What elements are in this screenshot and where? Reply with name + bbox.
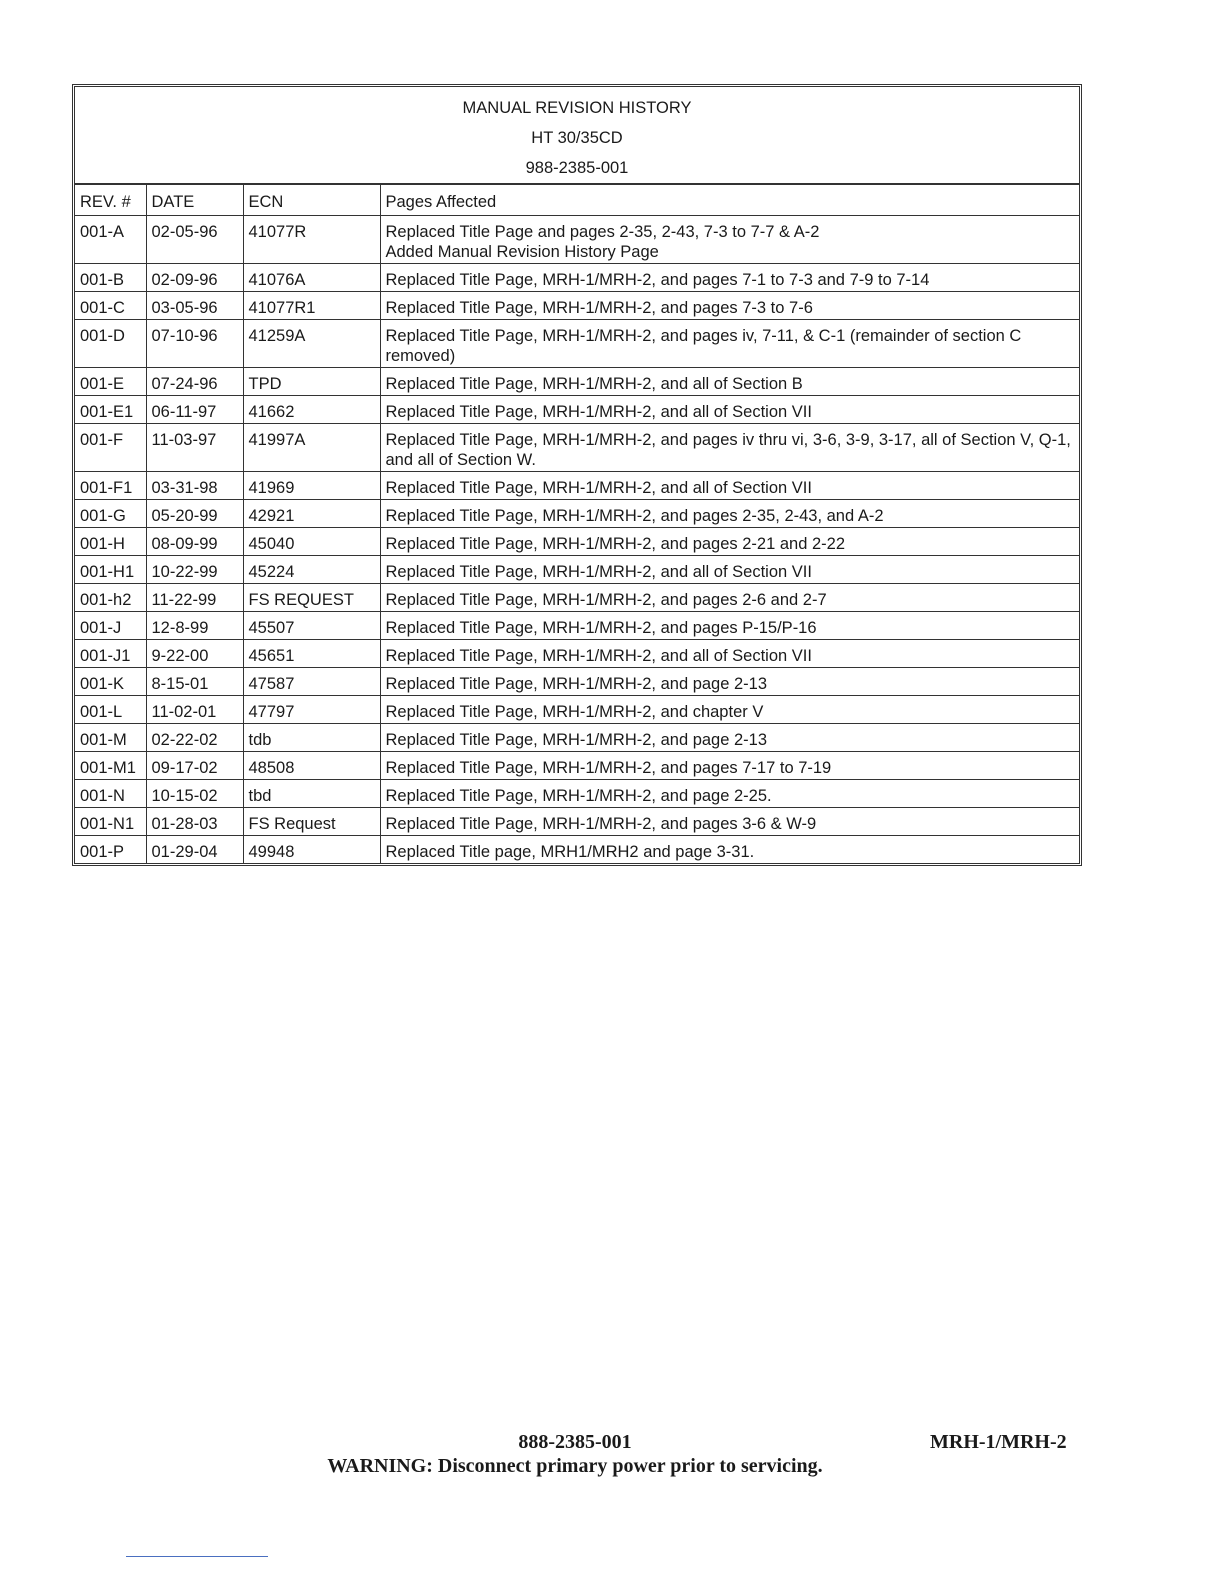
cell-pages: Replaced Title Page, MRH-1/MRH-2, and all of Section B xyxy=(380,368,1079,396)
cell-pages: Replaced Title Page, MRH-1/MRH-2, and page 2-13 xyxy=(380,668,1079,696)
cell-rev: 001-L xyxy=(75,696,146,724)
cell-rev: 001-N1 xyxy=(75,808,146,836)
cell-pages: Replaced Title Page, MRH-1/MRH-2, and pages iv, 7-11, & C-1 (remainder of section C removed) xyxy=(380,320,1079,368)
cell-date: 03-05-96 xyxy=(146,292,243,320)
header-part-number: 988-2385-001 xyxy=(525,159,629,177)
cell-date: 07-24-96 xyxy=(146,368,243,396)
table-row xyxy=(75,424,1079,472)
cell-ecn: 45040 xyxy=(243,528,380,556)
cell-pages: Replaced Title Page, MRH-1/MRH-2, and page 2-25. xyxy=(380,780,1079,808)
footer-warning: WARNING: Disconnect primary power prior to servicing. xyxy=(327,1455,823,1477)
cell-pages: Replaced Title page, MRH1/MRH2 and page 3-31. xyxy=(380,836,1079,864)
table-row xyxy=(75,612,1079,640)
table-row xyxy=(75,500,1079,528)
cell-date: 8-15-01 xyxy=(146,668,243,696)
footer-page-id: MRH-1/MRH-2 xyxy=(930,1431,1067,1453)
cell-ecn: 42921 xyxy=(243,500,380,528)
cell-rev: 001-J1 xyxy=(75,640,146,668)
cell-date: 03-31-98 xyxy=(146,472,243,500)
cell-date: 05-20-99 xyxy=(146,500,243,528)
revision-history-header xyxy=(75,87,1079,184)
cell-pages: Replaced Title Page, MRH-1/MRH-2, and pages 7-1 to 7-3 and 7-9 to 7-14 xyxy=(380,264,1079,292)
cell-rev: 001-N xyxy=(75,780,146,808)
cell-date: 01-28-03 xyxy=(146,808,243,836)
table-row xyxy=(75,556,1079,584)
cell-pages: Replaced Title Page, MRH-1/MRH-2, and pages 7-17 to 7-19 xyxy=(380,752,1079,780)
cell-pages: Replaced Title Page and pages 2-35, 2-43, 7-3 to 7-7 & A-2 Added Manual Revision History Page xyxy=(380,216,1079,264)
cell-ecn: 47797 xyxy=(243,696,380,724)
cell-rev: 001-H xyxy=(75,528,146,556)
cell-ecn: 49948 xyxy=(243,836,380,864)
column-header-ecn: ECN xyxy=(243,185,380,216)
table-row xyxy=(75,528,1079,556)
column-header-rev: REV. # xyxy=(75,185,146,216)
cell-date: 02-22-02 xyxy=(146,724,243,752)
cell-pages: Replaced Title Page, MRH-1/MRH-2, and all of Section VII xyxy=(380,396,1079,424)
cell-rev: 001-h2 xyxy=(75,584,146,612)
cell-pages: Replaced Title Page, MRH-1/MRH-2, and pages P-15/P-16 xyxy=(380,612,1079,640)
header-title: MANUAL REVISION HISTORY xyxy=(462,99,692,117)
cell-ecn: 41077R1 xyxy=(243,292,380,320)
column-header-date: DATE xyxy=(146,185,243,216)
cell-date: 07-10-96 xyxy=(146,320,243,368)
cell-pages: Replaced Title Page, MRH-1/MRH-2, and all of Section VII xyxy=(380,640,1079,668)
cell-pages: Replaced Title Page, MRH-1/MRH-2, and pages 3-6 & W-9 xyxy=(380,808,1079,836)
cell-ecn: 41077R xyxy=(243,216,380,264)
header-model: HT 30/35CD xyxy=(531,129,623,147)
cell-date: 02-09-96 xyxy=(146,264,243,292)
cell-pages: Replaced Title Page, MRH-1/MRH-2, and page 2-13 xyxy=(380,724,1079,752)
cell-date: 9-22-00 xyxy=(146,640,243,668)
cell-ecn: tbd xyxy=(243,780,380,808)
cell-date: 01-29-04 xyxy=(146,836,243,864)
cell-date: 02-05-96 xyxy=(146,216,243,264)
table-row xyxy=(75,836,1079,864)
cell-date: 06-11-97 xyxy=(146,396,243,424)
cell-ecn: 41662 xyxy=(243,396,380,424)
cell-ecn: tdb xyxy=(243,724,380,752)
table-row xyxy=(75,216,1079,264)
revision-table xyxy=(75,184,1079,863)
cell-ecn: 41997A xyxy=(243,424,380,472)
cell-ecn: TPD xyxy=(243,368,380,396)
cell-ecn: FS Request xyxy=(243,808,380,836)
cell-pages: Replaced Title Page, MRH-1/MRH-2, and pages 2-6 and 2-7 xyxy=(380,584,1079,612)
cell-ecn: FS REQUEST xyxy=(243,584,380,612)
cell-pages: Replaced Title Page, MRH-1/MRH-2, and pages iv thru vi, 3-6, 3-9, 3-17, all of Section V, Q-1, and all of Section W. xyxy=(380,424,1079,472)
cell-ecn: 48508 xyxy=(243,752,380,780)
table-row xyxy=(75,264,1079,292)
cell-ecn: 41259A xyxy=(243,320,380,368)
cell-pages: Replaced Title Page, MRH-1/MRH-2, and pages 2-35, 2-43, and A-2 xyxy=(380,500,1079,528)
table-row xyxy=(75,368,1079,396)
cell-date: 08-09-99 xyxy=(146,528,243,556)
cell-rev: 001-K xyxy=(75,668,146,696)
cell-rev: 001-D xyxy=(75,320,146,368)
revision-history-frame xyxy=(72,84,1082,866)
table-row xyxy=(75,292,1079,320)
cell-rev: 001-P xyxy=(75,836,146,864)
cell-date: 10-15-02 xyxy=(146,780,243,808)
cell-ecn: 41969 xyxy=(243,472,380,500)
footer-doc-code: 888-2385-001 xyxy=(518,1431,632,1453)
cell-rev: 001-H1 xyxy=(75,556,146,584)
cell-pages: Replaced Title Page, MRH-1/MRH-2, and all of Section VII xyxy=(380,556,1079,584)
cell-date: 10-22-99 xyxy=(146,556,243,584)
cell-rev: 001-F xyxy=(75,424,146,472)
table-row xyxy=(75,472,1079,500)
table-row xyxy=(75,396,1079,424)
cell-rev: 001-J xyxy=(75,612,146,640)
table-row xyxy=(75,808,1079,836)
cell-pages: Replaced Title Page, MRH-1/MRH-2, and all of Section VII xyxy=(380,472,1079,500)
cell-date: 09-17-02 xyxy=(146,752,243,780)
scan-underline-mark xyxy=(126,1556,268,1557)
cell-pages: Replaced Title Page, MRH-1/MRH-2, and chapter V xyxy=(380,696,1079,724)
cell-ecn: 45651 xyxy=(243,640,380,668)
cell-ecn: 41076A xyxy=(243,264,380,292)
cell-rev: 001-C xyxy=(75,292,146,320)
table-row xyxy=(75,752,1079,780)
cell-date: 12-8-99 xyxy=(146,612,243,640)
cell-date: 11-02-01 xyxy=(146,696,243,724)
table-header-row xyxy=(75,185,1079,216)
cell-pages: Replaced Title Page, MRH-1/MRH-2, and pages 2-21 and 2-22 xyxy=(380,528,1079,556)
table-row xyxy=(75,668,1079,696)
cell-rev: 001-E1 xyxy=(75,396,146,424)
table-row xyxy=(75,320,1079,368)
table-row xyxy=(75,584,1079,612)
cell-rev: 001-F1 xyxy=(75,472,146,500)
cell-rev: 001-A xyxy=(75,216,146,264)
cell-ecn: 47587 xyxy=(243,668,380,696)
column-header-pages: Pages Affected xyxy=(380,185,1079,216)
table-row xyxy=(75,640,1079,668)
table-row xyxy=(75,696,1079,724)
cell-rev: 001-E xyxy=(75,368,146,396)
cell-date: 11-03-97 xyxy=(146,424,243,472)
cell-ecn: 45507 xyxy=(243,612,380,640)
cell-ecn: 45224 xyxy=(243,556,380,584)
revision-table-body xyxy=(75,216,1079,864)
table-row xyxy=(75,780,1079,808)
cell-pages: Replaced Title Page, MRH-1/MRH-2, and pages 7-3 to 7-6 xyxy=(380,292,1079,320)
cell-rev: 001-M xyxy=(75,724,146,752)
cell-rev: 001-M1 xyxy=(75,752,146,780)
table-row xyxy=(75,724,1079,752)
cell-date: 11-22-99 xyxy=(146,584,243,612)
cell-rev: 001-G xyxy=(75,500,146,528)
cell-rev: 001-B xyxy=(75,264,146,292)
